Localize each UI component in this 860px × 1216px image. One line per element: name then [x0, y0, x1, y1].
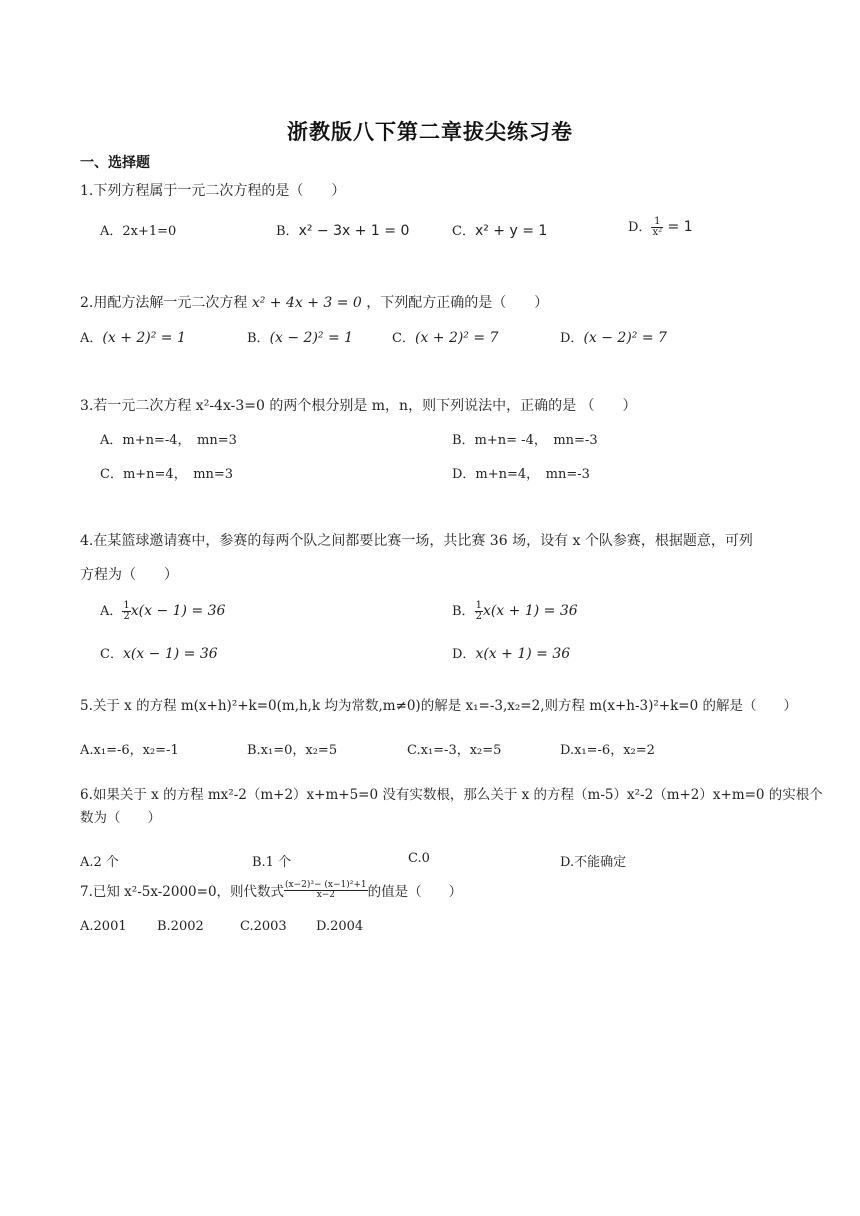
q7-option-a: A.2001 [80, 919, 127, 934]
q7-option-b: B.2002 [157, 919, 204, 934]
q4-option-b: B． $\frac{1}{2}$ x(x + 1) = 36 [452, 600, 578, 622]
q4-option-c: C．x(x − 1) = 36 [100, 646, 218, 662]
question-7-stem: 7.已知 x²-5x-2000=0，则代数式 $\frac{\text{(x−2)³− (x−1)²+1}}{x-2}$ 的值是（ ） [80, 879, 463, 900]
q4-option-d: D．x(x + 1) = 36 [452, 646, 571, 662]
question-2-stem: 2.用配方法解一元二次方程 x² + 4x + 3 = 0 ，下列配方正确的是（ ） [80, 295, 549, 311]
question-6-stem-line2: 数为（ ） [80, 810, 161, 826]
q5-option-c: C.x₁=-3，x₂=5 [407, 743, 502, 758]
page-title: 浙教版八下第二章拔尖练习卷 [287, 119, 573, 144]
q3-option-c: C．m+n=4， mn=3 [100, 467, 234, 482]
q1-option-a: A．2x+1=0 [100, 224, 177, 239]
q4-option-a: A． $\frac{1}{2}$ x(x − 1) = 36 [100, 600, 226, 622]
q1-option-b: B．x² − 3x + 1 = 0 [276, 223, 410, 239]
q5-option-d: D.x₁=-6，x₂=2 [560, 743, 655, 758]
q2-option-d: D．(x − 2)² = 7 [560, 330, 667, 346]
section-heading: 一、选择题 [80, 155, 150, 171]
question-1-stem: 1.下列方程属于一元二次方程的是（ ） [80, 183, 346, 199]
q3-option-b: B．m+n= -4， mn=-3 [452, 433, 598, 448]
q1-option-d: D． $\frac{1}{\text{x²}}$ = 1 [628, 216, 693, 238]
q5-option-a: A.x₁=-6，x₂=-1 [80, 743, 179, 758]
q6-option-d: D.不能确定 [560, 855, 627, 870]
q2-option-b: B．(x − 2)² = 1 [247, 330, 354, 346]
q7-option-c: C.2003 [240, 919, 287, 934]
q2-option-a: A．(x + 2)² = 1 [80, 330, 186, 346]
q7-option-d: D.2004 [316, 919, 364, 934]
q6-option-c: C.0 [408, 851, 430, 866]
question-3-stem: 3.若一元二次方程 x²-4x-3=0 的两个根分别是 m，n，则下列说法中，正确的是 （ ） [80, 398, 637, 414]
q3-option-d: D．m+n=4， mn=-3 [452, 467, 590, 482]
q2-option-c: C．(x + 2)² = 7 [392, 330, 499, 346]
q6-option-b: B.1 个 [252, 855, 292, 870]
question-6-stem-line1: 6.如果关于 x 的方程 mx²-2（m+2）x+m+5=0 没有实数根，那么关于 x 的方程（m-5）x²-2（m+2）x+m=0 的实根个 [80, 787, 823, 803]
q3-option-a: A．m+n=-4， mn=3 [100, 433, 237, 448]
question-5-stem: 5.关于 x 的方程 m(x+h)²+k=0(m,h,k 均为常数,m≠0)的解是 x₁=-3,x₂=2,则方程 m(x+h-3)²+k=0 的解是（ ） [80, 698, 797, 714]
q1-option-c: C．x² + y = 1 [452, 223, 548, 239]
q5-option-b: B.x₁=0，x₂=5 [247, 743, 338, 758]
question-4-stem-line1: 4.在某篮球邀请赛中，参赛的每两个队之间都要比赛一场，共比赛 36 场，设有 x 个队参赛，根据题意，可列 [80, 533, 753, 549]
question-4-stem-line2: 方程为（ ） [80, 567, 178, 583]
q6-option-a: A.2 个 [80, 855, 119, 870]
